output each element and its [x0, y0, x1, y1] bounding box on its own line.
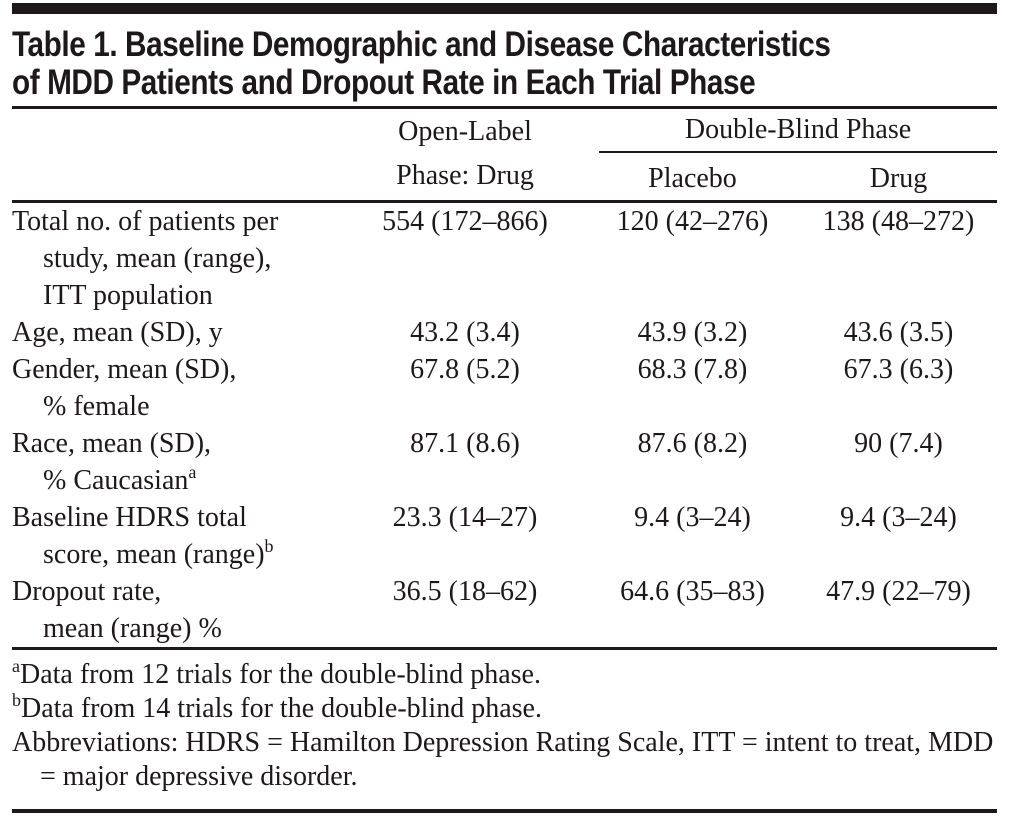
- cell-placebo: 120 (42–276): [616, 205, 769, 237]
- cell-drug: 67.3 (6.3): [843, 353, 954, 385]
- cell-drug: 9.4 (3–24): [840, 501, 957, 533]
- cell-placebo: 9.4 (3–24): [634, 501, 751, 533]
- table-body: [12, 201, 997, 647]
- bottom-rule-bar: [12, 809, 997, 813]
- row-label-gender: [12, 351, 345, 425]
- row-label-line: study, mean (range),: [43, 242, 272, 274]
- cell-open-label-drug: 67.8 (5.2): [410, 353, 520, 385]
- row-label-line: [12, 536, 345, 573]
- row-label-line: Age, mean (SD), y: [12, 316, 223, 348]
- cell-open-label-drug: 43.2 (3.4): [410, 316, 520, 348]
- open-label-header-line-2: Phase: Drug: [396, 160, 534, 192]
- cell-open-label-drug: 87.1 (8.6): [410, 427, 520, 459]
- table-row-race: [12, 425, 997, 499]
- cell-placebo: 87.6 (8.2): [637, 427, 748, 459]
- row-label-race: [12, 425, 345, 499]
- table-row-total-patients: [12, 201, 997, 314]
- table-title: [12, 26, 849, 102]
- cell-drug: 90 (7.4): [854, 427, 943, 459]
- row-label-line: [12, 462, 345, 499]
- row-label-line: Gender, mean (SD),: [12, 353, 237, 385]
- cell-placebo: 64.6 (35–83): [620, 575, 765, 607]
- column-header-open-label-phase: [345, 109, 585, 201]
- row-label-line: ITT population: [43, 279, 213, 311]
- stub-header-cell: [12, 109, 345, 201]
- column-header-drug: Drug: [800, 155, 997, 201]
- footnote-text: Data from 14 trials for the double-blind phase.: [21, 692, 542, 724]
- footnote-marker-b: b: [12, 689, 21, 710]
- table-footnotes: [12, 647, 997, 794]
- column-header-placebo: Placebo: [585, 155, 800, 201]
- cell-placebo: 68.3 (7.8): [637, 353, 748, 385]
- table-row-gender: [12, 351, 997, 425]
- cell-open-label-drug: 23.3 (14–27): [392, 501, 538, 533]
- demographics-table: [12, 109, 997, 647]
- table-row-age: [12, 314, 997, 351]
- cell-drug: 138 (48–272): [822, 205, 975, 237]
- footnote-a: [12, 655, 997, 692]
- table-row-dropout-rate: [12, 573, 997, 647]
- double-blind-phase-label: Double-Blind Phase: [599, 109, 997, 153]
- row-label-age: [12, 314, 345, 351]
- row-label-line: % female: [43, 390, 150, 422]
- footnote-ref-b: b: [264, 535, 274, 556]
- row-label-dropout-rate: [12, 573, 345, 647]
- row-label-text: % Caucasian: [43, 464, 189, 496]
- row-label-text: score, mean (range): [43, 538, 265, 570]
- footnote-marker-a: a: [12, 655, 20, 676]
- open-label-header-line-1: Open-Label: [398, 116, 532, 148]
- cell-placebo: 43.9 (3.2): [637, 316, 748, 348]
- footnote-b: [12, 689, 997, 726]
- row-label-line: Race, mean (SD),: [12, 427, 212, 459]
- cell-drug: 43.6 (3.5): [843, 316, 954, 348]
- table-header: [12, 109, 997, 201]
- row-label-line: Dropout rate,: [12, 575, 162, 607]
- cell-open-label-drug: 554 (172–866): [382, 205, 548, 237]
- table-row-baseline-hdrs: [12, 499, 997, 573]
- column-group-header-double-blind: [585, 109, 997, 155]
- table-title-line-2: of MDD Patients and Dropout Rate in Each Trial Phase: [12, 63, 756, 102]
- footnote-text: Abbreviations: HDRS = Hamilton Depression Rating Scale, ITT = intent to treat, MDD = major depressive disorder.: [12, 726, 994, 792]
- table-title-line-1: Table 1. Baseline Demographic and Disease Characteristics: [12, 25, 831, 64]
- row-label-line: Baseline HDRS total: [12, 501, 247, 533]
- cell-drug: 47.9 (22–79): [826, 575, 971, 607]
- footnote-ref-a: a: [188, 461, 197, 482]
- footnote-abbreviations: [12, 726, 997, 794]
- header-row-spanners: [12, 109, 997, 155]
- row-label-line: Total no. of patients per: [12, 205, 279, 237]
- footnote-text: Data from 12 trials for the double-blind phase.: [20, 658, 541, 690]
- row-label-baseline-hdrs: [12, 499, 345, 573]
- row-label-total-patients: [12, 201, 345, 314]
- top-rule-bar: [12, 3, 997, 14]
- row-label-line: mean (range) %: [43, 612, 222, 644]
- cell-open-label-drug: 36.5 (18–62): [392, 575, 538, 607]
